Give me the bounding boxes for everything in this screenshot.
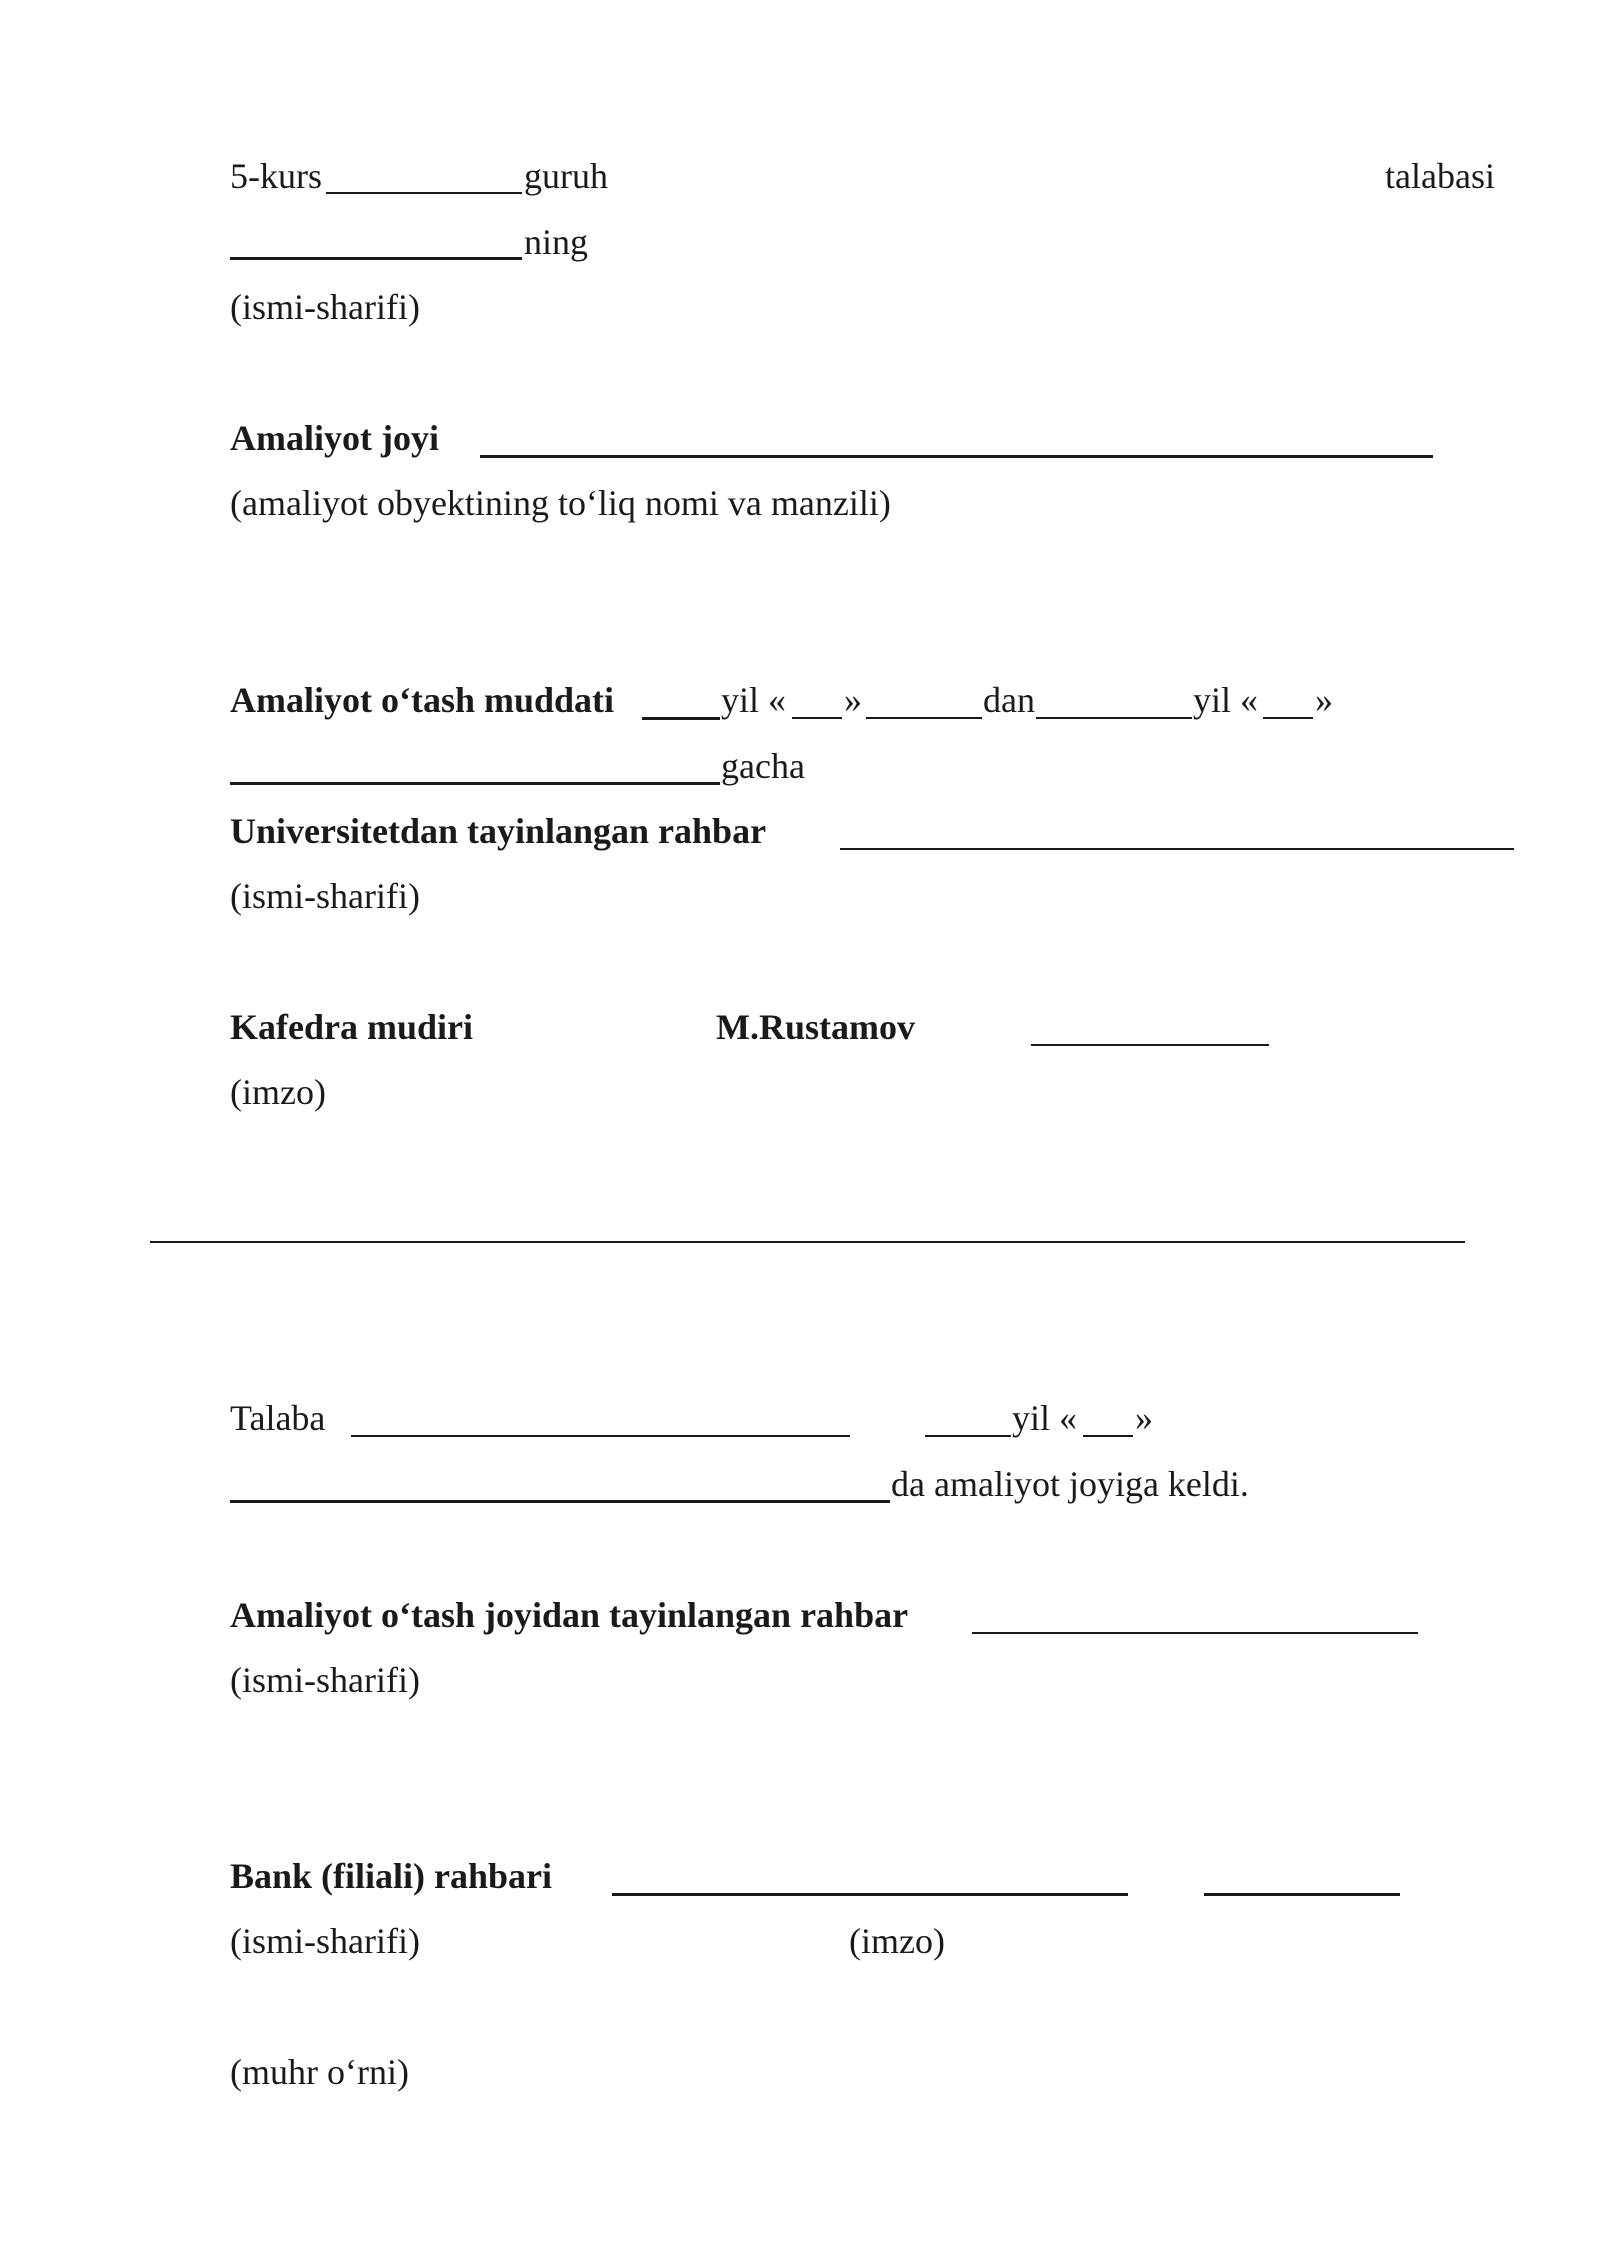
period-yil-1: yil « [721,680,787,720]
course-label: 5-kurs [230,156,322,196]
bank-head-signature-line[interactable] [1204,1893,1400,1896]
department-head-signature-line[interactable] [1031,1044,1269,1046]
period-close-1: » [844,680,862,720]
period-close-2: » [1315,680,1333,720]
name-suffix: ning [524,222,589,262]
arrival-yil: yil « [1012,1398,1078,1438]
bank-head-name-hint: (ismi-sharifi) [230,1921,420,1961]
bank-head-name-line[interactable] [612,1893,1128,1896]
site-supervisor-hint: (ismi-sharifi) [230,1660,420,1700]
arrival-student-name-line[interactable] [351,1435,850,1437]
period-yil-2: yil « [1193,680,1259,720]
university-supervisor-hint: (ismi-sharifi) [230,876,420,916]
university-supervisor-label: Universitetdan tayinlangan rahbar [230,811,767,851]
section-divider [150,1241,1465,1243]
group-label: guruh [524,156,608,196]
student-label: talabasi [1385,156,1495,196]
bank-head-label: Bank (filiali) rahbari [230,1856,553,1896]
period-label: Amaliyot o‘tash muddati [230,680,615,720]
department-head-name: M.Rustamov [716,1007,915,1047]
practice-place-hint: (amaliyot obyektining to‘liq nomi va manzili) [230,483,891,523]
university-supervisor-blank-line[interactable] [840,848,1514,850]
department-head-hint: (imzo) [230,1072,326,1112]
period-dan: dan [983,680,1035,720]
department-head-label: Kafedra mudiri [230,1007,473,1047]
site-supervisor-blank-line[interactable] [972,1632,1418,1634]
student-name-blank-line[interactable] [230,257,522,260]
arrival-student-label: Talaba [230,1398,326,1438]
practice-place-blank-line[interactable] [480,455,1433,458]
period-month-blank-1[interactable] [866,717,982,719]
name-hint: (ismi-sharifi) [230,287,420,327]
arrival-tail: da amaliyot joyiga keldi. [891,1464,1249,1504]
period-gacha: gacha [721,746,805,786]
stamp-place-hint: (muhr o‘rni) [230,2052,409,2092]
arrival-day-blank[interactable] [1083,1435,1133,1437]
practice-place-label: Amaliyot joyi [230,418,439,458]
arrival-year-blank[interactable] [925,1435,1011,1437]
site-supervisor-label: Amaliyot o‘tash joyidan tayinlangan rahbar [230,1595,909,1635]
group-blank-line[interactable] [326,192,522,194]
period-year-blank-1[interactable] [642,717,720,720]
arrival-month-blank[interactable] [230,1500,890,1503]
period-month-blank-2[interactable] [230,782,720,785]
arrival-close: » [1135,1398,1153,1438]
period-day-blank-2[interactable] [1263,717,1313,719]
period-day-blank-1[interactable] [792,717,842,719]
period-year-blank-2[interactable] [1036,717,1192,719]
bank-head-sign-hint: (imzo) [849,1921,945,1961]
